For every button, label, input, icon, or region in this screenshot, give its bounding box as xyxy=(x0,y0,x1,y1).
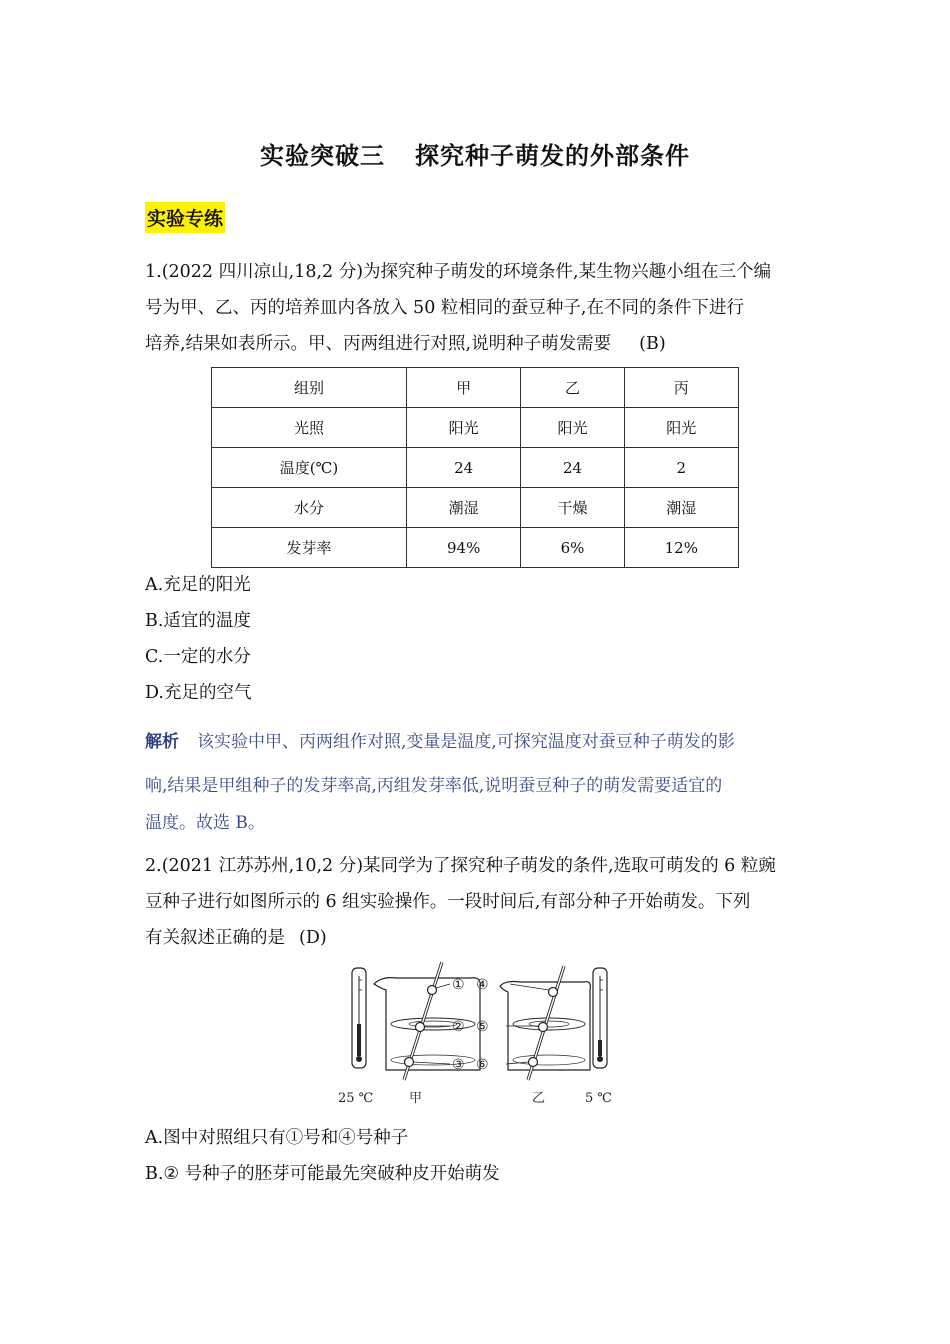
table-header-cell: 组别 xyxy=(212,368,407,408)
table-header-cell: 甲 xyxy=(407,368,521,408)
question-2 xyxy=(145,848,810,956)
germination-table xyxy=(211,367,739,568)
table-row xyxy=(212,528,739,568)
question-1-option-a: A.充足的阳光 xyxy=(145,575,251,595)
table-header-cell: 乙 xyxy=(521,368,624,408)
table-header-row xyxy=(212,368,739,408)
question-1 xyxy=(145,254,810,362)
marker-4: ④ xyxy=(476,977,489,993)
marker-6: ⑥ xyxy=(476,1057,489,1073)
beaker-label-left: 甲 xyxy=(409,1091,423,1106)
question-1-line-1: 1.(2022 四川凉山,18,2 分)为探究种子萌发的环境条件,某生物兴趣小组在三个编 xyxy=(145,262,772,282)
marker-2: ② xyxy=(452,1019,465,1035)
question-1-answer: (B) xyxy=(639,334,666,354)
analysis-tag: 解析 xyxy=(145,732,179,752)
question-2-answer: (D) xyxy=(299,928,327,948)
question-2-option-b: B.② 号种子的胚芽可能最先突破种皮开始萌发 xyxy=(145,1164,500,1184)
table-header-cell: 丙 xyxy=(624,368,738,408)
table-row xyxy=(212,448,739,488)
thermometer-icon xyxy=(593,968,607,1068)
table-cell: 光照 xyxy=(212,408,407,448)
question-1-option-b: B.适宜的温度 xyxy=(145,611,251,631)
analysis-line-2: 响,结果是甲组种子的发芽率高,丙组发芽率低,说明蚕豆种子的萌发需要适宜的 xyxy=(145,776,723,796)
table-cell: 潮湿 xyxy=(624,488,738,528)
table-row xyxy=(212,488,739,528)
temp-label-left: 25 ℃ xyxy=(338,1091,374,1106)
table-cell: 12% xyxy=(624,528,738,568)
table-cell: 6% xyxy=(521,528,624,568)
question-1-option-d: D.充足的空气 xyxy=(145,683,252,703)
question-1-line-3: 培养,结果如表所示。甲、丙两组进行对照,说明种子萌发需要 (B) xyxy=(145,326,810,362)
question-2-line-3: 有关叙述正确的是 (D) xyxy=(145,928,327,948)
analysis-block xyxy=(145,720,810,838)
thermometer-icon xyxy=(352,968,366,1068)
question-2-line-2: 豆种子进行如图所示的 6 组实验操作。一段时间后,有部分种子开始萌发。下列 xyxy=(145,892,751,912)
question-1-line-2: 号为甲、乙、丙的培养皿内各放入 50 粒相同的蚕豆种子,在不同的条件下进行 xyxy=(145,298,744,318)
table-row xyxy=(212,408,739,448)
table-cell: 阳光 xyxy=(407,408,521,448)
table-cell: 阳光 xyxy=(521,408,624,448)
marker-1: ① xyxy=(452,977,465,993)
table-cell: 24 xyxy=(407,448,521,488)
analysis-line-1: 解析 该实验中甲、丙两组作对照,变量是温度,可探究温度对蚕豆种子萌发的影 xyxy=(145,732,735,752)
table-cell: 干燥 xyxy=(521,488,624,528)
seed-experiment-figure xyxy=(330,960,630,1108)
table-cell: 24 xyxy=(521,448,624,488)
title-part-1: 实验突破三 xyxy=(260,142,385,170)
page-title xyxy=(0,136,950,171)
beaker-right xyxy=(500,966,590,1080)
temp-label-right: 5 ℃ xyxy=(585,1091,612,1106)
table-cell: 潮湿 xyxy=(407,488,521,528)
table-cell: 2 xyxy=(624,448,738,488)
marker-5: ⑤ xyxy=(476,1019,489,1035)
table-cell: 发芽率 xyxy=(212,528,407,568)
table-cell: 阳光 xyxy=(624,408,738,448)
section-badge: 实验专练 xyxy=(145,202,225,233)
title-part-2: 探究种子萌发的外部条件 xyxy=(415,142,690,170)
question-2-option-a: A.图中对照组只有①号和④号种子 xyxy=(145,1128,409,1148)
question-1-option-c: C.一定的水分 xyxy=(145,647,251,667)
question-2-line-1: 2.(2021 江苏苏州,10,2 分)某同学为了探究种子萌发的条件,选取可萌发的 6 粒豌 xyxy=(145,856,776,876)
beaker-label-right: 乙 xyxy=(532,1091,546,1106)
table-cell: 温度(℃) xyxy=(212,448,407,488)
analysis-line-3: 温度。故选 B。 xyxy=(145,813,265,833)
marker-3: ③ xyxy=(452,1057,465,1073)
table-cell: 94% xyxy=(407,528,521,568)
table-cell: 水分 xyxy=(212,488,407,528)
